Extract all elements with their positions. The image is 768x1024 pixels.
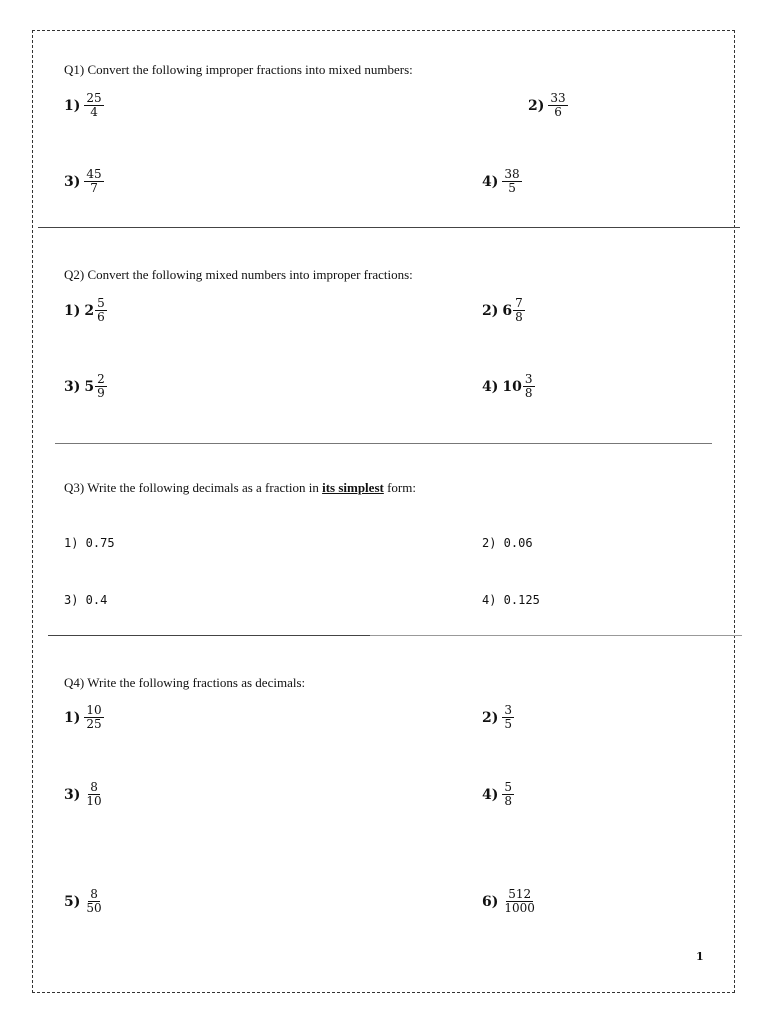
- fraction: $\frac{33}{6}$: [550, 91, 566, 119]
- q2-item-1: [64, 297, 107, 324]
- q3-item-4: 4) 0.125: [482, 593, 540, 607]
- item-label: 2): [482, 302, 499, 319]
- emphasis-text: its simplest: [322, 480, 384, 495]
- q4-title: Q4) Write the following fractions as decimals:: [64, 675, 306, 690]
- q4-item-4: [482, 781, 514, 808]
- item-label: 3): [64, 378, 81, 395]
- fraction: $\frac{10}{25}$: [86, 703, 102, 731]
- q2-item-2: [482, 297, 525, 324]
- q1-item-2: [528, 92, 568, 119]
- fraction: $\frac{8}{10}$: [86, 780, 102, 808]
- q4-item-6: [482, 888, 537, 915]
- fraction: $\frac{38}{5}$: [504, 167, 520, 195]
- q1-title: Q1) Convert the following improper fractions into mixed numbers:: [64, 62, 413, 77]
- q4-item-1: [64, 704, 104, 731]
- q1-item-3: [64, 168, 104, 195]
- whole-number: 2: [84, 302, 95, 319]
- section-divider: [48, 635, 370, 636]
- fraction: $\frac{2}{9}$: [97, 372, 105, 400]
- q4-item-3: [64, 781, 104, 808]
- item-label: 4): [482, 173, 499, 190]
- fraction: $\frac{5}{8}$: [504, 780, 513, 808]
- item-label: 2): [482, 709, 499, 726]
- item-label: 3): [64, 173, 81, 190]
- item-label: 2): [528, 97, 545, 114]
- item-label: 3): [64, 786, 81, 803]
- section-divider: [38, 227, 740, 228]
- q2-title: Q2) Convert the following mixed numbers into improper fractions:: [64, 267, 413, 282]
- item-label: 4): [482, 378, 499, 395]
- fraction: $\frac{8}{50}$: [86, 887, 102, 915]
- fraction: $\frac{45}{7}$: [86, 167, 102, 195]
- q4-item-5: [64, 888, 104, 915]
- whole-number: 6: [502, 302, 513, 319]
- item-label: 4): [482, 786, 499, 803]
- section-divider: [55, 443, 712, 444]
- q2-item-4: [482, 373, 535, 400]
- item-label: 1): [64, 302, 81, 319]
- fraction: $\frac{25}{4}$: [86, 91, 102, 119]
- fraction: $\frac{5}{6}$: [97, 296, 105, 324]
- item-label: 5): [64, 893, 81, 910]
- whole-number: 10: [502, 378, 522, 395]
- page-border: [32, 30, 735, 993]
- item-label: 1): [64, 709, 81, 726]
- section-divider: [370, 635, 742, 636]
- fraction: $\frac{3}{8}$: [524, 372, 533, 400]
- fraction: $\frac{3}{5}$: [504, 703, 513, 731]
- q2-item-3: [64, 373, 107, 400]
- whole-number: 5: [84, 378, 95, 395]
- q3-item-2: 2) 0.06: [482, 536, 533, 550]
- q1-item-1: [64, 92, 104, 119]
- q3-item-1: 1) 0.75: [64, 536, 115, 550]
- item-label: 6): [482, 893, 499, 910]
- q1-item-4: [482, 168, 522, 195]
- q4-item-2: [482, 704, 514, 731]
- q3-item-3: 3) 0.4: [64, 593, 108, 607]
- fraction: $\frac{7}{8}$: [515, 296, 523, 324]
- page-number: 1: [696, 950, 704, 963]
- item-label: 1): [64, 97, 81, 114]
- fraction: $\frac{512}{1000}$: [504, 887, 535, 915]
- q3-title: Q3) Write the following decimals as a fraction in its simplest form:: [64, 480, 416, 495]
